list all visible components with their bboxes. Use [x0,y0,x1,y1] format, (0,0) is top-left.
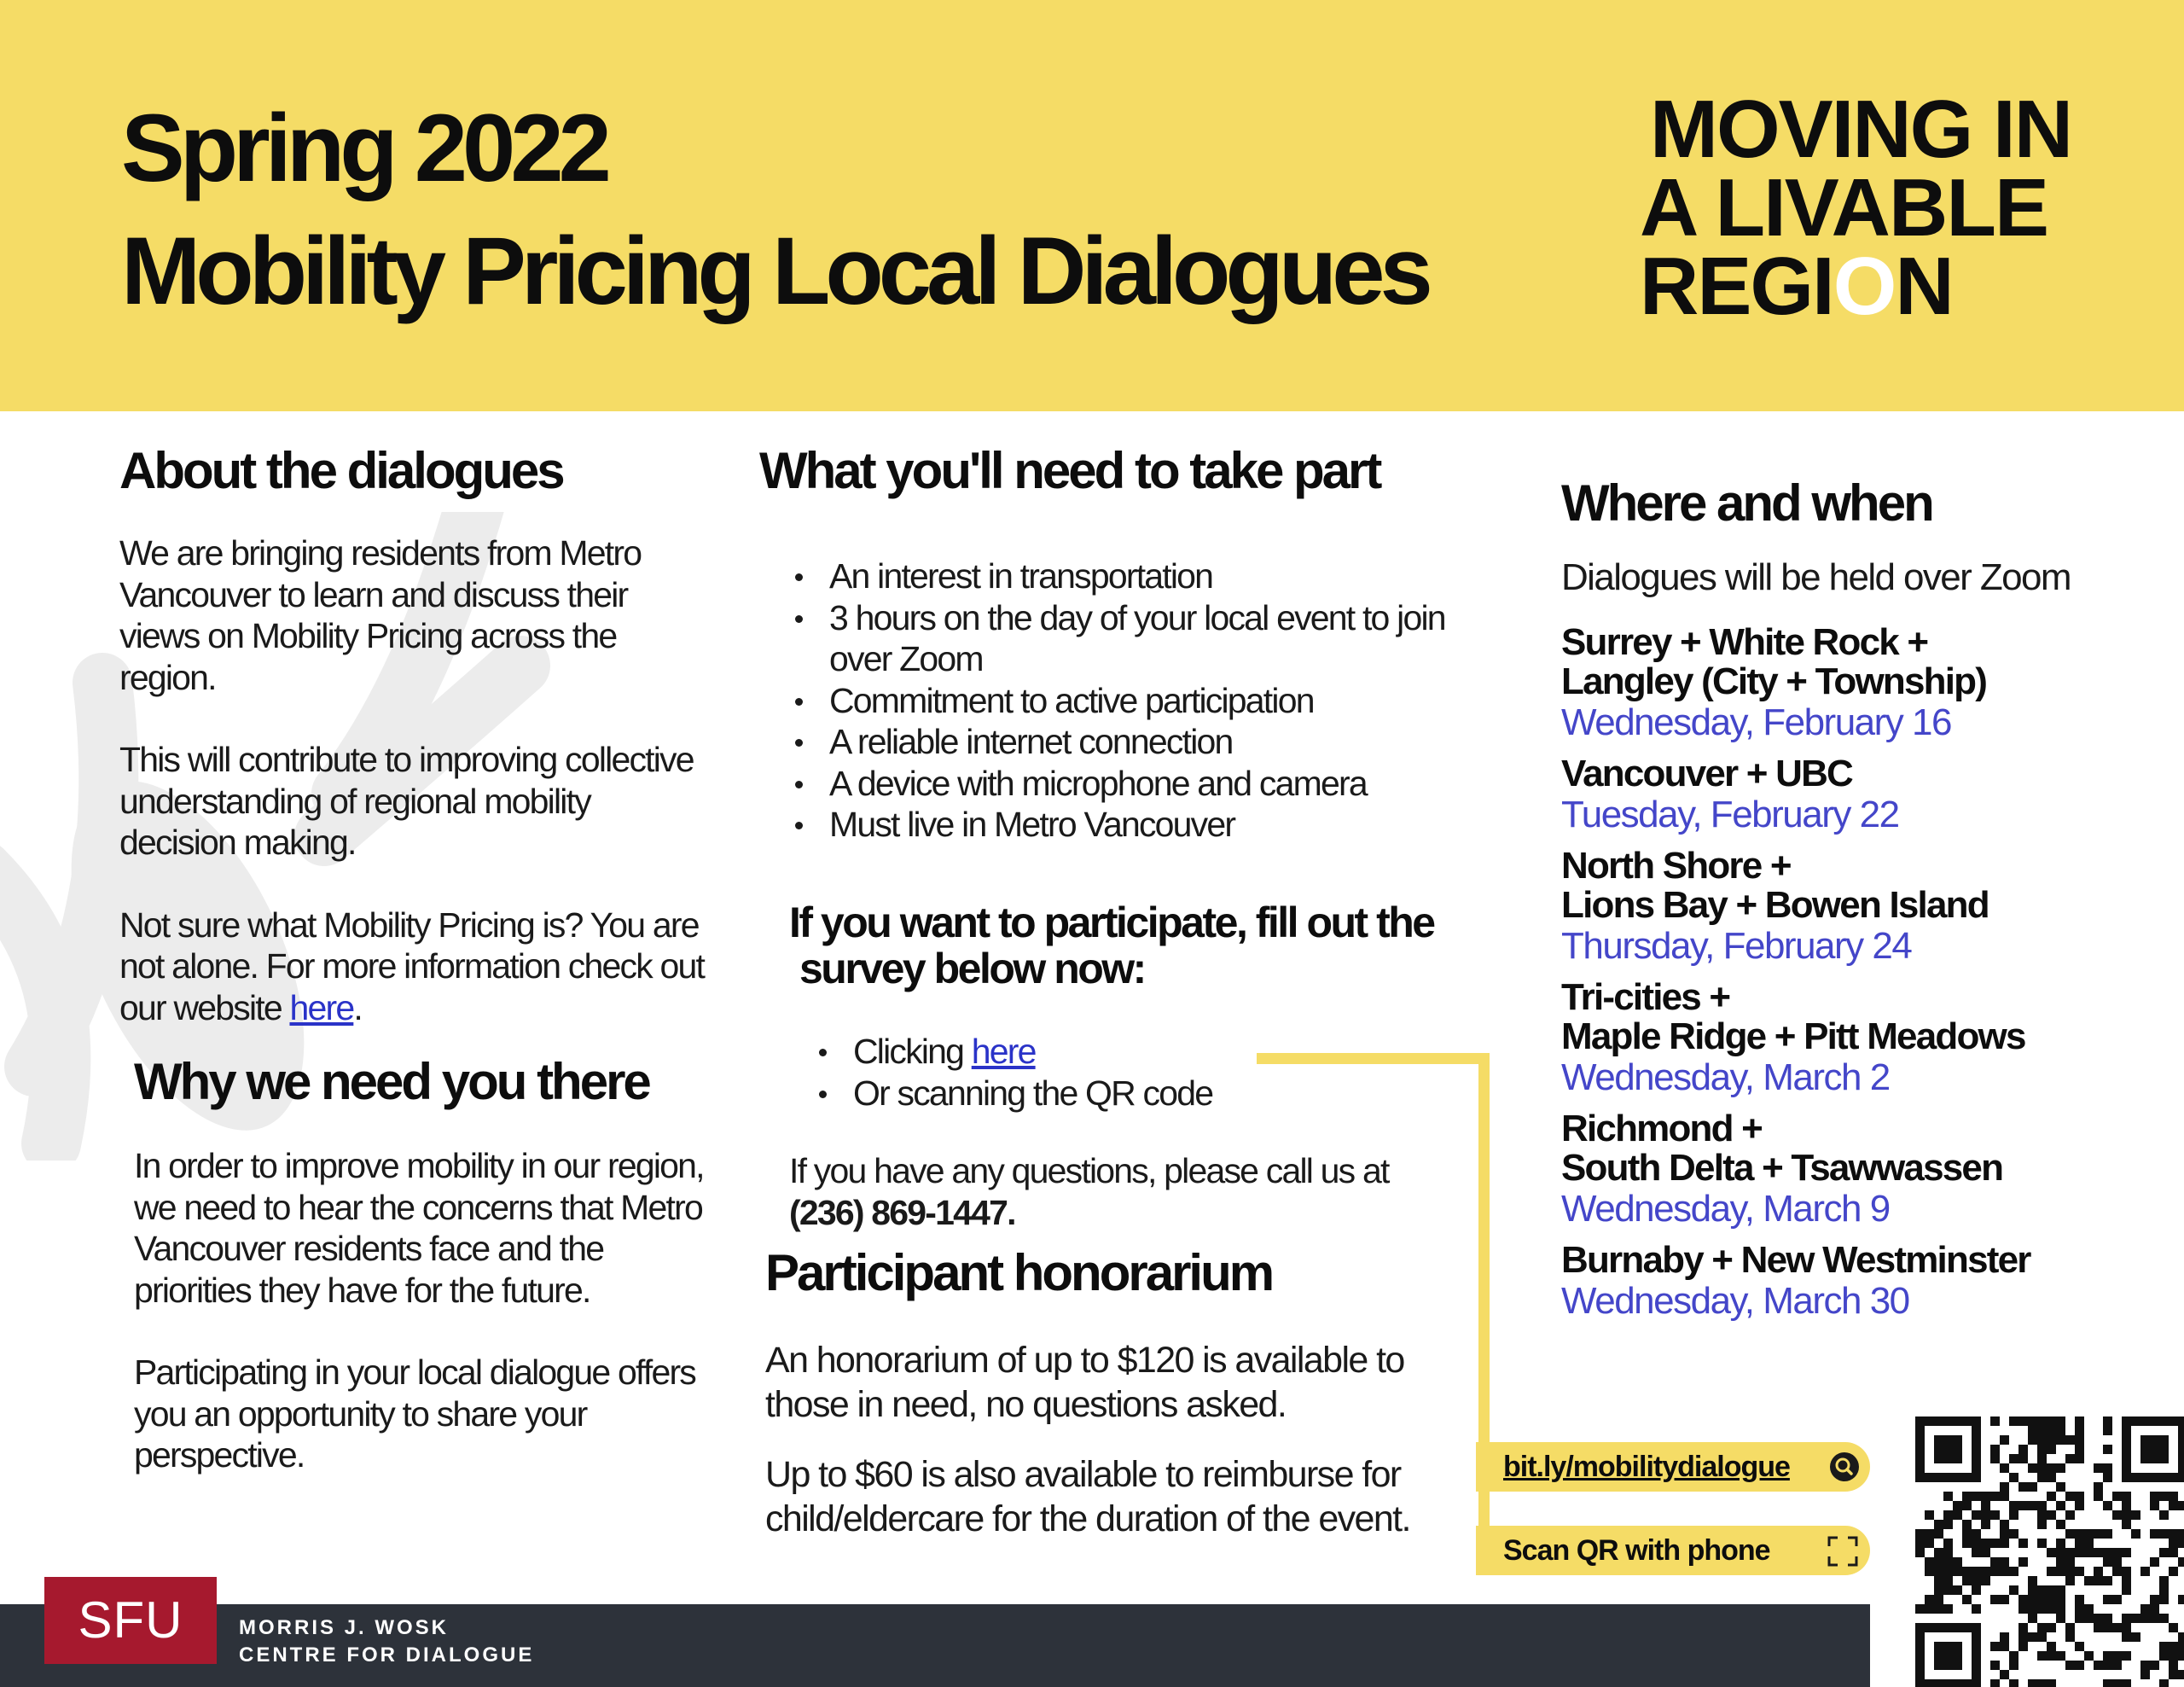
event-location: Tri-cities + [1561,976,1730,1018]
qr-code-icon[interactable] [1915,1416,2184,1687]
honorarium-heading: Participant honorarium [765,1244,1273,1301]
questions-text [789,1150,1489,1233]
why-paragraph-1: In order to improve mobility in our region, we need to hear the concerns that Metro Vancouver residents face and the priorities they have for the future. [134,1146,704,1310]
participate-option-click [817,1031,1295,1073]
about-paragraph-3-end: . [353,987,362,1027]
event-block [1561,754,2175,836]
requirement-item: 3 hours on the day of your local event to join over Zoom [793,597,1467,680]
event-block [1561,623,2175,744]
event-block [1561,978,2175,1099]
search-icon [1829,1451,1860,1482]
where-heading: Where and when [1561,474,1932,532]
connector-line-vertical [1478,1053,1490,1574]
logo-text: N [1895,241,1953,332]
sfu-logo: SFU [44,1577,217,1664]
page-title-line-1: Spring 2022 [121,95,607,201]
centre-name-line-2: CENTRE FOR DIALOGUE [239,1643,535,1667]
connector-line-horizontal [1257,1053,1490,1064]
logo-circle-o: O [1833,241,1896,332]
about-paragraph-2: This will contribute to improving collective understanding of regional mobility decision making. [119,740,694,862]
scan-qr-pill [1476,1526,1870,1575]
why-body [134,1145,723,1476]
honorarium-paragraph-2: Up to $60 is also available to reimburse for child/eldercare for the duration of the event. [765,1454,1410,1539]
participate-heading-line-1: If you want to participate, fill out the [789,899,1434,946]
why-heading: Why we need you there [134,1053,649,1110]
requirement-item: A device with microphone and camera [793,763,1467,805]
about-paragraph-1: We are bringing residents from Metro Vancouver to learn and discuss their views on Mobility Pricing across the region. [119,533,642,697]
why-paragraph-2: Participating in your local dialogue offers you an opportunity to share your perspective. [134,1353,695,1475]
event-date: Wednesday, March 2 [1561,1056,1890,1098]
logo-line-3 [1640,241,1953,332]
about-body [119,532,708,1028]
event-block [1561,1109,2175,1230]
event-location: South Delta + Tsawwassen [1561,1147,2003,1189]
requirement-item: Must live in Metro Vancouver [793,804,1467,846]
requirement-item: Commitment to active participation [793,680,1467,722]
about-heading: About the dialogues [119,442,563,499]
event-date: Tuesday, February 22 [1561,794,1899,835]
centre-name-line-1: MORRIS J. WOSK [239,1616,450,1639]
event-location: Lions Bay + Bowen Island [1561,884,1989,926]
short-url[interactable]: bit.ly/mobilitydialogue [1503,1451,1790,1483]
logo-line-1: MOVING IN [1650,84,2072,175]
need-heading: What you'll need to take part [759,442,1380,499]
logo-text: REGI [1640,241,1833,332]
events-list [1561,623,2175,1323]
event-location: Surrey + White Rock + [1561,621,1928,663]
event-location: Langley (City + Township) [1561,660,1987,702]
questions-line: If you have any questions, please call us at [789,1151,1389,1190]
event-date: Wednesday, February 16 [1561,701,1951,743]
event-date: Wednesday, March 30 [1561,1280,1909,1322]
event-date: Wednesday, March 9 [1561,1188,1890,1230]
participate-heading-line-2: survey below now: [799,945,1145,992]
phone-number: (236) 869-1447. [789,1192,1015,1232]
where-intro: Dialogues will be held over Zoom [1561,556,2071,598]
participate-option-text: Clicking [853,1032,972,1071]
logo-line-2: A LIVABLE [1640,162,2048,253]
event-date: Thursday, February 24 [1561,925,1912,967]
about-paragraph-3-text: Not sure what Mobility Pricing is? You are not alone. For more information check out our website [119,905,705,1027]
event-location: Richmond + [1561,1108,1763,1149]
scan-qr-label: Scan QR with phone [1503,1534,1770,1567]
requirement-item: An interest in transportation [793,556,1467,597]
event-location: Maple Ridge + Pitt Meadows [1561,1015,2025,1057]
survey-link[interactable]: here [971,1032,1036,1071]
event-location: Burnaby + New Westminster [1561,1239,2030,1281]
honorarium-paragraph-1: An honorarium of up to $120 is available to those in need, no questions asked. [765,1340,1404,1425]
page-title-line-2: Mobility Pricing Local Dialogues [121,218,1428,324]
about-paragraph-3 [119,905,708,1029]
honorarium-body [765,1338,1473,1541]
short-url-pill[interactable] [1476,1442,1870,1492]
event-location: Vancouver + UBC [1561,753,1853,794]
participate-option-qr: Or scanning the QR code [817,1073,1295,1114]
event-location: North Shore + [1561,845,1791,887]
website-link[interactable]: here [289,987,354,1027]
requirement-item: A reliable internet connection [793,721,1467,763]
event-block [1561,846,2175,968]
scan-frame-icon [1827,1536,1858,1567]
participate-heading [789,899,1434,992]
event-block [1561,1241,2175,1323]
participate-options-list [817,1031,1295,1114]
requirements-list [793,556,1467,846]
